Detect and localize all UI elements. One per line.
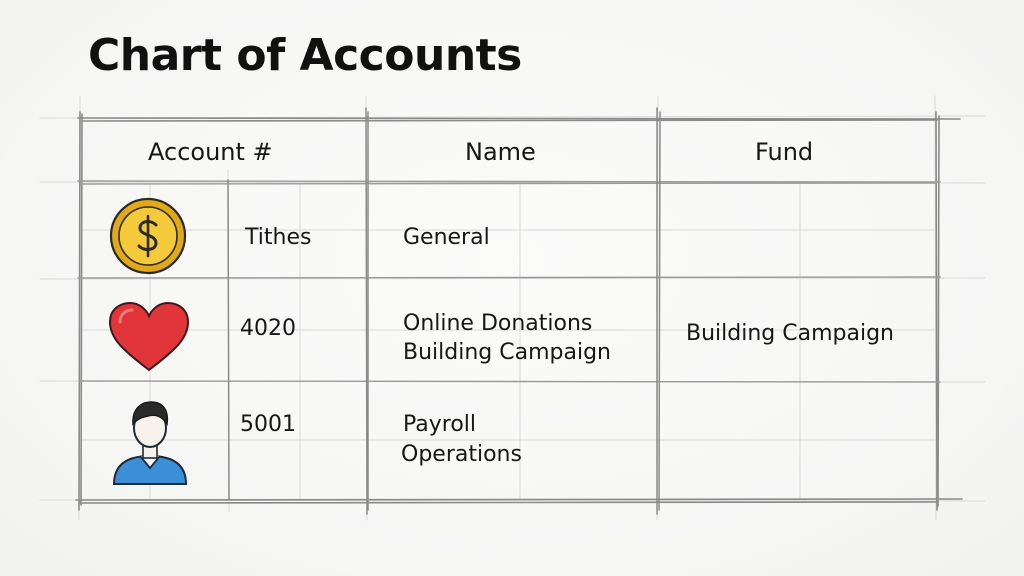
row-account: 5001 [240, 412, 296, 437]
person-icon [110, 398, 190, 486]
header-fund: Fund [755, 138, 814, 166]
row-name-line2: Operations [401, 442, 522, 467]
row-name-line1: Payroll [403, 412, 477, 437]
page-title: Chart of Accounts [88, 30, 522, 81]
dollar-coin-icon [108, 196, 188, 276]
row-fund: Building Campaign [686, 321, 894, 346]
header-account-number: Account # [148, 138, 273, 166]
row-name-line1: General [403, 225, 490, 250]
row-account: Tithes [245, 225, 312, 250]
row-name-line2: Building Campaign [403, 340, 611, 365]
row-name-line1: Online Donations [403, 311, 593, 336]
header-name: Name [465, 138, 536, 166]
row-account: 4020 [240, 316, 296, 341]
heart-icon [106, 300, 192, 374]
